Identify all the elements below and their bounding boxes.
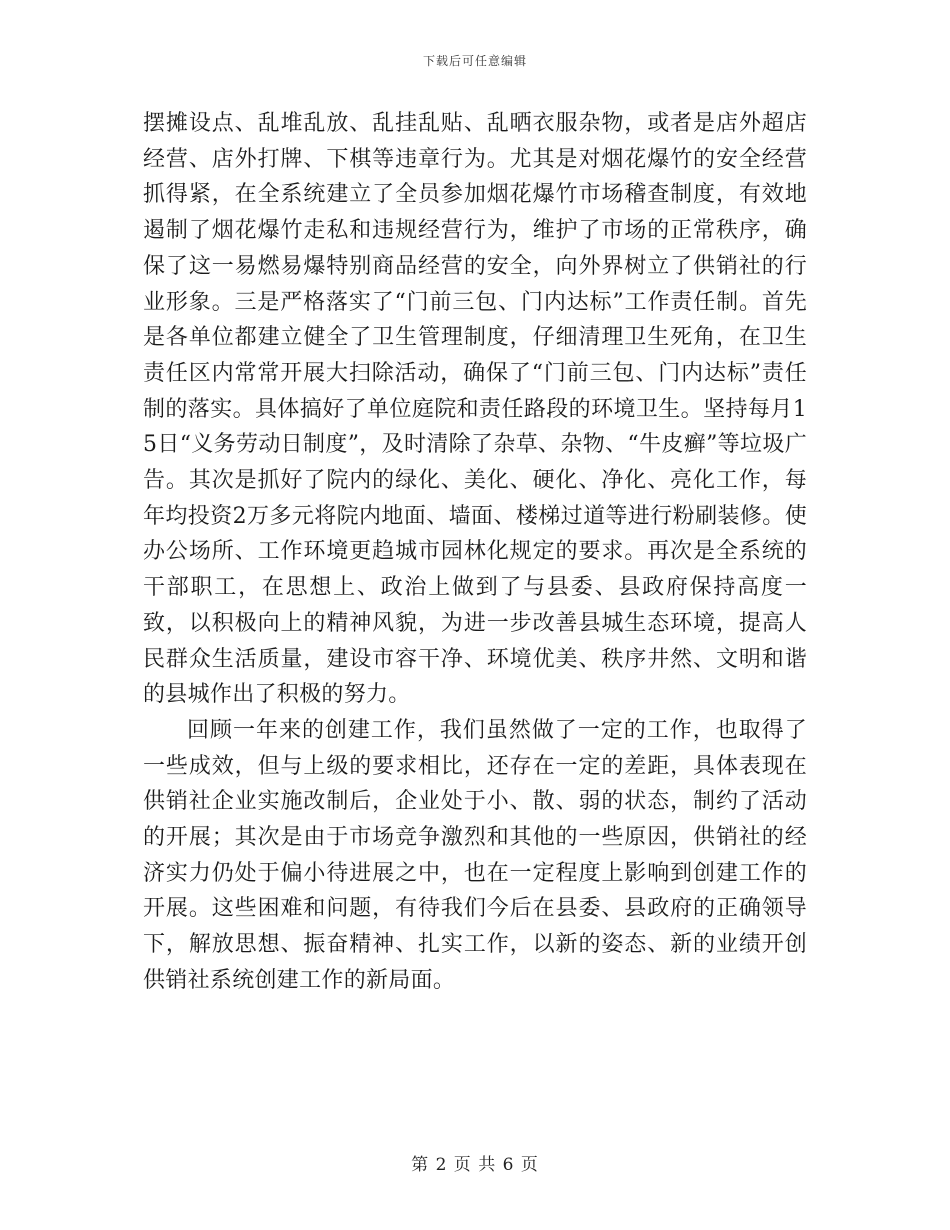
page-number: 第 2 页 共 6 页	[411, 1155, 539, 1175]
paragraph-review: 回顾一年来的创建工作，我们虽然做了一定的工作，也取得了一些成效，但与上级的要求相比，还存在一定的差距，具体表现在供销社企业实施改制后，企业处于小、散、弱的状态，制约了活动的开展；其次是由于市场竞争激烈和其他的一些原因，供销社的经济实力仍处于偏小待进展之中，也在一定程度上影响到创建工作的开展。这些困难和问题，有待我们今后在县委、县政府的正确领导下，解放思想、振奋精神、扎实工作，以新的姿态、新的业绩开创供销社系统创建工作的新局面。	[143, 717, 807, 993]
document-body	[143, 106, 807, 999]
page-header: 下载后可任意编辑	[422, 54, 527, 68]
paragraph-continued: 摆摊设点、乱堆乱放、乱挂乱贴、乱晒衣服杂物，或者是店外超店经营、店外打牌、下棋等违章行为。尤其是对烟花爆竹的安全经营抓得紧，在全系统建立了全员参加烟花爆竹市场稽查制度，有效地遏制了烟花爆竹走私和违规经营行为，维护了市场的正常秩序，确保了这一易燃易爆特别商品经营的安全，向外界树立了供销社的行业形象。三是严格落实了“门前三包、门内达标”工作责任制。首先是各单位都建立健全了卫生管理制度，仔细清理卫生死角，在卫生责任区内常常开展大扫除活动，确保了“门前三包、门内达标”责任制的落实。具体搞好了单位庭院和责任路段的环境卫生。坚持每月15日“义务劳动日制度”，及时清除了杂草、杂物、“牛皮癣”等垃圾广告。其次是抓好了院内的绿化、美化、硬化、净化、亮化工作，每年均投资2万多元将院内地面、墙面、楼梯过道等进行粉刷装修。使办公场所、工作环境更趋城市园林化规定的要求。再次是全系统的干部职工，在思想上、政治上做到了与县委、县政府保持高度一致，以积极向上的精神风貌，为进一步改善县城生态环境，提高人民群众生活质量，建设市容干净、环境优美、秩序井然、文明和谐的县城作出了积极的努力。	[143, 111, 807, 708]
